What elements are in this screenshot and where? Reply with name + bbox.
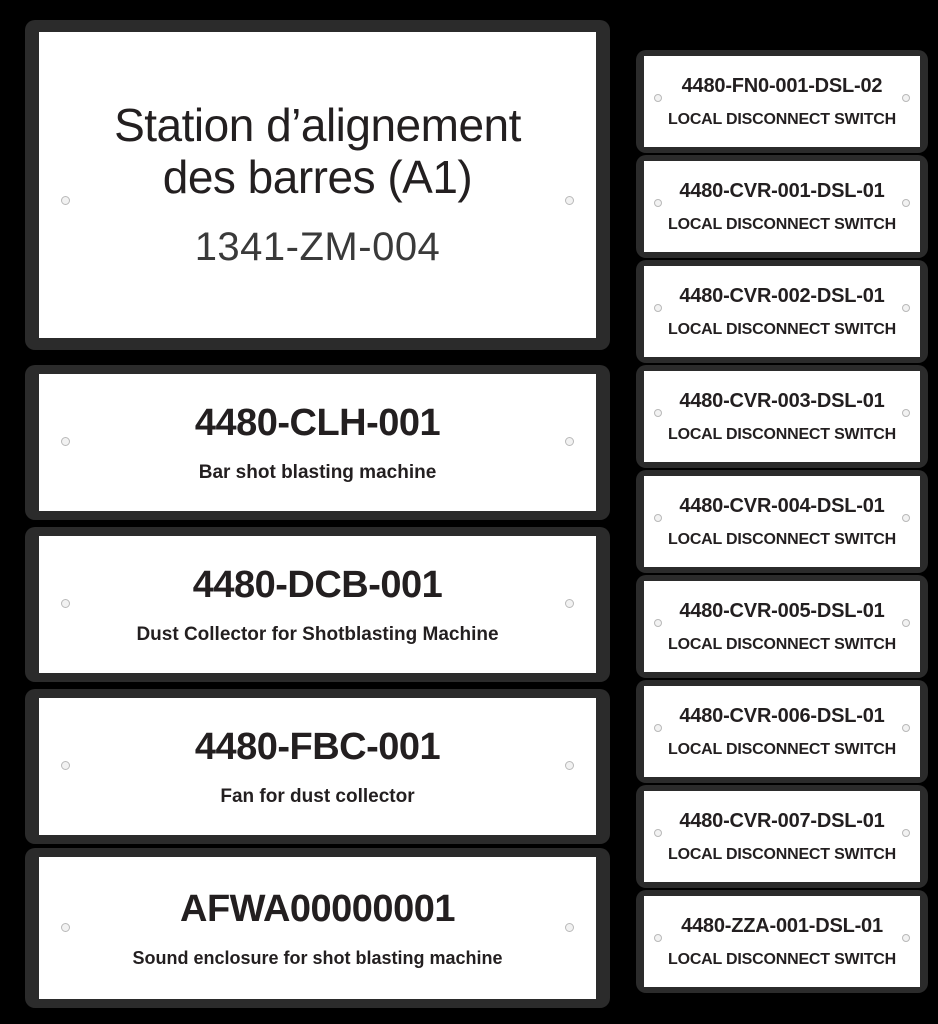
switch-tag-id: 4480-CVR-006-DSL-01 bbox=[679, 704, 885, 727]
switch-tag-description: LOCAL DISCONNECT SWITCH bbox=[668, 530, 896, 548]
switch-plate-6 bbox=[636, 575, 928, 678]
switch-plate-9 bbox=[636, 890, 928, 993]
mounting-hole-icon bbox=[654, 619, 662, 627]
switch-tag-id: 4480-CVR-007-DSL-01 bbox=[679, 809, 885, 832]
switch-plate-face bbox=[644, 266, 920, 357]
switch-tag-id: 4480-CVR-004-DSL-01 bbox=[679, 494, 885, 517]
mounting-hole-icon bbox=[902, 934, 910, 942]
switch-tag-id: 4480-CVR-002-DSL-01 bbox=[679, 284, 885, 307]
mounting-hole-icon bbox=[902, 304, 910, 312]
title-plate-line1: Station d’alignement bbox=[114, 98, 521, 151]
mounting-hole-icon bbox=[654, 829, 662, 837]
switch-plate-face bbox=[644, 896, 920, 987]
switch-plate-4 bbox=[636, 365, 928, 468]
mounting-hole-icon bbox=[654, 514, 662, 522]
equipment-tag-description: Sound enclosure for shot blasting machine bbox=[132, 947, 503, 968]
mounting-hole-icon bbox=[654, 304, 662, 312]
switch-tag-description: LOCAL DISCONNECT SWITCH bbox=[668, 950, 896, 968]
mounting-hole-icon bbox=[654, 934, 662, 942]
mounting-hole-icon bbox=[61, 196, 70, 205]
mounting-hole-icon bbox=[902, 619, 910, 627]
switch-plate-face bbox=[644, 161, 920, 252]
equipment-plate-afwa bbox=[25, 848, 610, 1008]
equipment-plate-face bbox=[39, 857, 596, 999]
switch-tag-description: LOCAL DISCONNECT SWITCH bbox=[668, 215, 896, 233]
switch-tag-description: LOCAL DISCONNECT SWITCH bbox=[668, 320, 896, 338]
switch-tag-description: LOCAL DISCONNECT SWITCH bbox=[668, 110, 896, 128]
switch-tag-description: LOCAL DISCONNECT SWITCH bbox=[668, 635, 896, 653]
switch-plate-face bbox=[644, 476, 920, 567]
switch-tag-description: LOCAL DISCONNECT SWITCH bbox=[668, 845, 896, 863]
switch-plate-face bbox=[644, 686, 920, 777]
mounting-hole-icon bbox=[565, 196, 574, 205]
title-plate bbox=[25, 20, 610, 350]
switch-plate-face bbox=[644, 56, 920, 147]
switch-plate-8 bbox=[636, 785, 928, 888]
equipment-plate-clh bbox=[25, 365, 610, 520]
mounting-hole-icon bbox=[902, 829, 910, 837]
switch-tag-id: 4480-FN0-001-DSL-02 bbox=[681, 74, 883, 97]
switch-plate-7 bbox=[636, 680, 928, 783]
mounting-hole-icon bbox=[654, 409, 662, 417]
title-plate-face bbox=[39, 32, 596, 338]
equipment-tag-description: Bar shot blasting machine bbox=[198, 461, 437, 483]
switch-plate-3 bbox=[636, 260, 928, 363]
switch-plate-2 bbox=[636, 155, 928, 258]
equipment-tag-description: Fan for dust collector bbox=[220, 785, 415, 807]
equipment-tag-description: Dust Collector for Shotblasting Machine bbox=[136, 623, 499, 645]
equipment-plate-face bbox=[39, 374, 596, 511]
switch-tag-description: LOCAL DISCONNECT SWITCH bbox=[668, 425, 896, 443]
switch-tag-id: 4480-ZZA-001-DSL-01 bbox=[681, 914, 883, 937]
mounting-hole-icon bbox=[565, 761, 574, 770]
mounting-hole-icon bbox=[61, 923, 70, 932]
mounting-hole-icon bbox=[902, 199, 910, 207]
switch-tag-id: 4480-CVR-001-DSL-01 bbox=[679, 179, 885, 202]
mounting-hole-icon bbox=[902, 514, 910, 522]
mounting-hole-icon bbox=[565, 437, 574, 446]
mounting-hole-icon bbox=[654, 94, 662, 102]
equipment-tag-id: 4480-CLH-001 bbox=[194, 401, 441, 444]
switch-plate-face bbox=[644, 371, 920, 462]
equipment-plate-face bbox=[39, 698, 596, 835]
equipment-plate-dcb bbox=[25, 527, 610, 682]
mounting-hole-icon bbox=[654, 199, 662, 207]
switch-tag-id: 4480-CVR-005-DSL-01 bbox=[679, 599, 885, 622]
equipment-tag-id: 4480-DCB-001 bbox=[192, 563, 443, 606]
equipment-plate-fbc bbox=[25, 689, 610, 844]
switch-plate-face bbox=[644, 581, 920, 672]
mounting-hole-icon bbox=[61, 437, 70, 446]
mounting-hole-icon bbox=[654, 724, 662, 732]
mounting-hole-icon bbox=[61, 599, 70, 608]
switch-plate-1 bbox=[636, 50, 928, 153]
equipment-tag-id: 4480-FBC-001 bbox=[194, 725, 441, 768]
title-plate-code: 1341-ZM-004 bbox=[194, 225, 441, 270]
switch-plate-5 bbox=[636, 470, 928, 573]
mounting-hole-icon bbox=[902, 409, 910, 417]
equipment-plate-face bbox=[39, 536, 596, 673]
mounting-hole-icon bbox=[902, 724, 910, 732]
mounting-hole-icon bbox=[902, 94, 910, 102]
mounting-hole-icon bbox=[61, 761, 70, 770]
title-plate-line2: des barres (A1) bbox=[162, 150, 473, 203]
equipment-tag-id: AFWA00000001 bbox=[180, 887, 455, 930]
switch-plate-face bbox=[644, 791, 920, 882]
mounting-hole-icon bbox=[565, 923, 574, 932]
switch-tag-description: LOCAL DISCONNECT SWITCH bbox=[668, 740, 896, 758]
switch-tag-id: 4480-CVR-003-DSL-01 bbox=[679, 389, 885, 412]
mounting-hole-icon bbox=[565, 599, 574, 608]
